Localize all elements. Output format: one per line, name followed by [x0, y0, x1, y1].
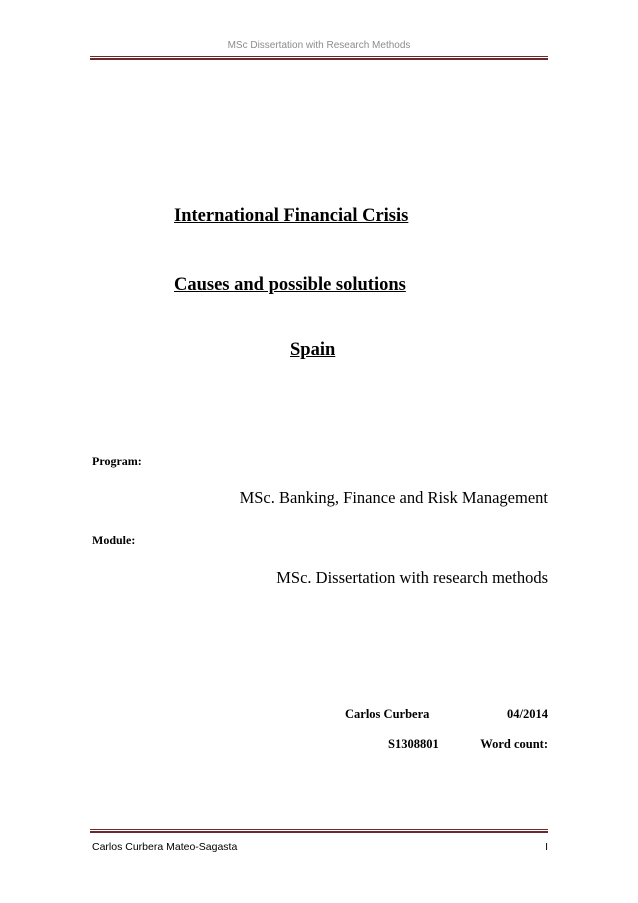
document-subtitle: Causes and possible solutions [174, 275, 406, 295]
author-name: Carlos Curbera [345, 707, 430, 721]
word-count-label: Word count: [480, 737, 548, 751]
document-country: Spain [290, 340, 336, 360]
footer-author: Carlos Curbera Mateo-Sagasta [92, 841, 238, 853]
page-number: I [545, 841, 548, 853]
student-id: S1308801 [388, 737, 439, 751]
document-title: International Financial Crisis [174, 206, 409, 226]
running-title: MSc Dissertation with Research Methods [227, 40, 411, 51]
module-label: Module: [92, 533, 136, 547]
header-rule [90, 56, 548, 60]
program-value: MSc. Banking, Finance and Risk Management [239, 488, 548, 507]
program-label: Program: [92, 454, 142, 468]
submission-date: 04/2014 [507, 707, 548, 721]
module-value: MSc. Dissertation with research methods [276, 568, 548, 587]
footer-rule [90, 829, 548, 833]
